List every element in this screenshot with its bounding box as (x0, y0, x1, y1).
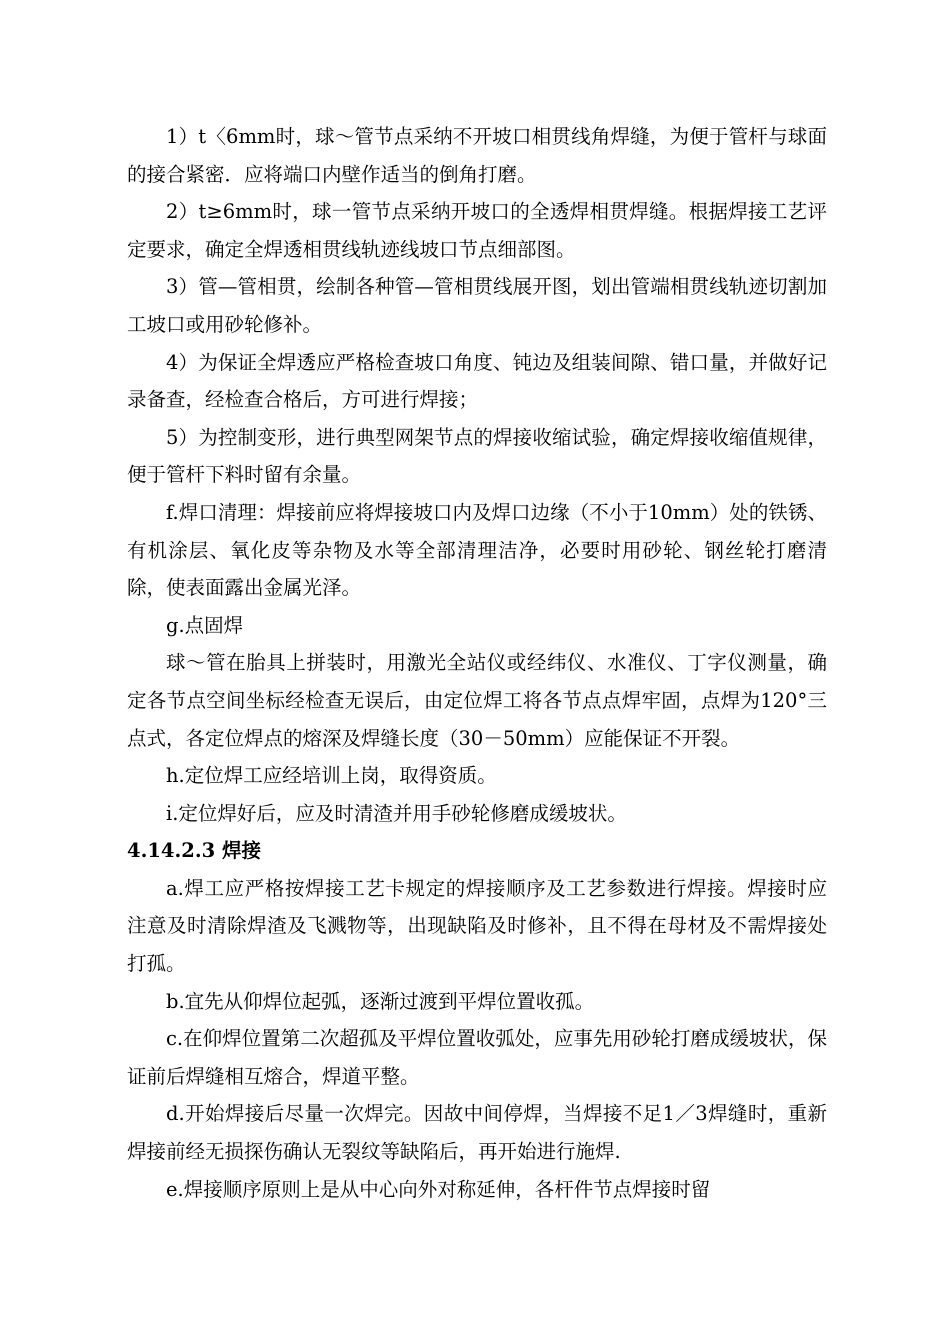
paragraph-b-arc-start: b.宜先从仰焊位起弧，逐渐过渡到平焊位置收孤。 (166, 989, 595, 1013)
paragraph-item-5: 5）为控制变形，进行典型网架节点的焊接收缩试验，确定焊接收缩值规律，便于管杆下料时留有余量。 (127, 425, 827, 487)
paragraph-h-welder-training: h.定位焊工应经培训上岗，取得资质。 (166, 764, 497, 788)
paragraph-f-weld-cleaning: f.焊口清理：焊接前应将焊接坡口内及焊口边缘（不小于10mm）处的铁锈、有机涂层、氧化皮等杂物及水等全部清理洁净，必要时用砂轮、钢丝轮打磨清除，使表面露出金属光泽。 (127, 500, 827, 600)
paragraph-e-welding-sequence: e.焊接顺序原则上是从中心向外对称延伸，各杆件节点焊接时留 (166, 1177, 711, 1201)
paragraph-c-overhead-position: c.在仰焊位置第二次超孤及平焊位置收弧处，应事先用砂轮打磨成缓坡状，保证前后焊缝相互熔合，焊道平整。 (127, 1027, 827, 1088)
paragraph-item-2: 2）t≥6mm时，球一管节点采纳开坡口的全透焊相贯焊缝。根据焊接工艺评定要求，确定全焊透相贯线轨迹线坡口节点细部图。 (127, 200, 827, 261)
paragraph-ball-pipe-assembly: 球～管在胎具上拼装时，用激光全站仪或经纬仪、水准仪、丁字仪测量，确定各节点空间坐标经检查无误后，由定位焊工将各节点点焊牢固，点焊为120°三点式，各定位焊点的熔深及焊缝长度（30－50mm）应能保证不开裂。 (127, 651, 827, 750)
section-heading-welding: 4.14.2.3 焊接 (127, 839, 261, 863)
document-body (127, 118, 827, 1208)
paragraph-item-3: 3）管—管相贯，绘制各种管—管相贯线展开图，划出管端相贯线轨迹切割加工坡口或用砂轮修补。 (127, 275, 827, 336)
paragraph-d-continuous-welding: d.开始焊接后尽量一次焊完。因故中间停焊，当焊接不足1／3焊缝时，重新焊接前经无损探伤确认无裂纹等缺陷后，再开始进行施焊. (127, 1102, 827, 1164)
paragraph-g-tack-weld: g.点固焊 (166, 613, 244, 637)
paragraph-item-1: 1）t〈6mm时，球～管节点采纳不开坡口相贯线角焊缝，为便于管杆与球面的接合紧密．应将端口内壁作适当的倒角打磨。 (127, 125, 827, 186)
paragraph-item-4: 4）为保证全焊透应严格检查坡口角度、钝边及组装间隙、错口量，并做好记录备查，经检查合格后，方可进行焊接； (127, 350, 827, 412)
paragraph-i-slag-cleaning: i.定位焊好后，应及时清渣并用手砂轮修磨成缓坡状。 (166, 801, 627, 825)
paragraph-a-welding-procedure: a.焊工应严格按焊接工艺卡规定的焊接顺序及工艺参数进行焊接。焊接时应注意及时清除焊渣及飞溅物等，出现缺陷及时修补，且不得在母材及不需焊接处打孤。 (127, 876, 827, 976)
